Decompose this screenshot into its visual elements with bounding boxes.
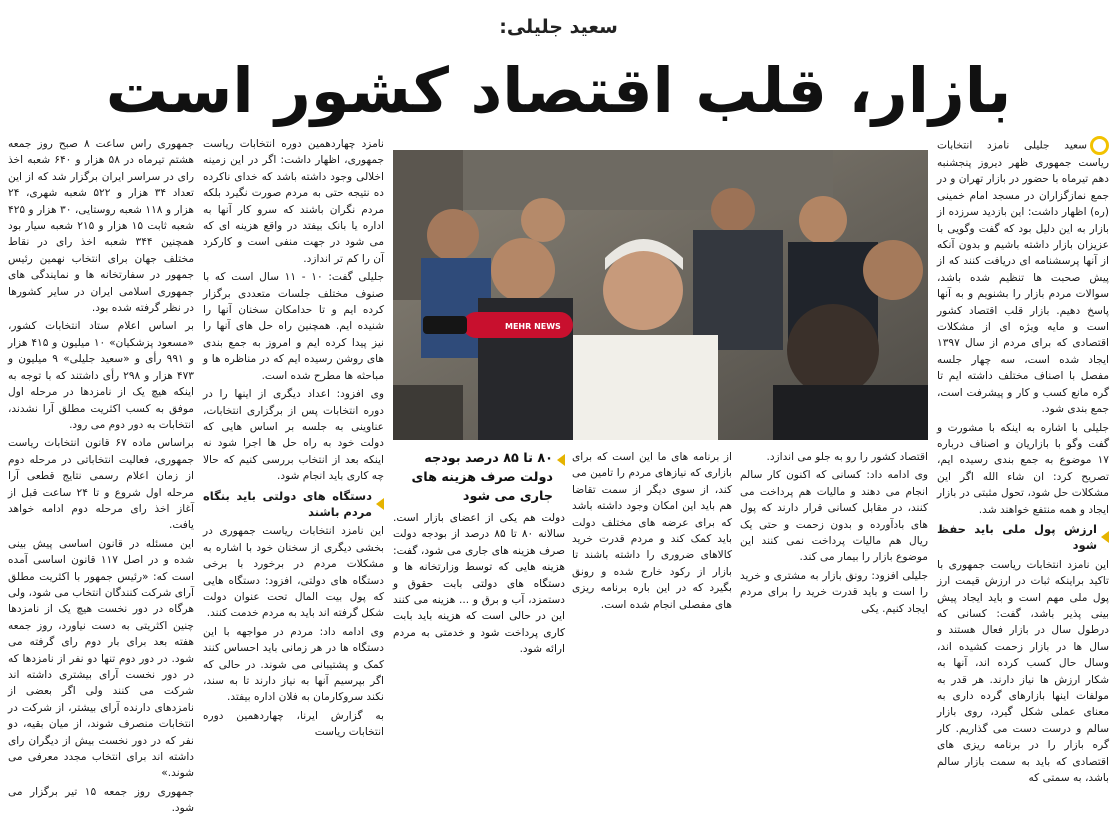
column-center-left-para1: نامزد چهاردهمین دوره انتخابات ریاست جمهوری، اظهار داشت: اگر در این زمینه اخلالی وجود داشته باشد که خدای ناکرده ده نتیجه حتی به مردم صورت نگیرد بلکه مردم نگران باشند که سرو کار آنها به اداره یا بانک بیفتد در واقع هزینه ای که می شود در جهت منفی است و کارکرد آن را کم تر اندازد. — [203, 138, 384, 265]
column-center-left-subhead — [203, 488, 384, 521]
column-center-left-para3: وی افزود: اعداد دیگری از اینها را در دوره انتخابات پس از برگزاری انتخابات، عناوینی به جلسه بر اساس هایی که دولت خود به راه حل ها اجرا شود نه اینکه بعد از انتخاب بررسی کنیم که حالا چه کاری باید انجام شود. — [203, 388, 384, 483]
caption-marker-icon — [557, 454, 565, 466]
column-left — [7, 136, 195, 815]
column-right-para3: این نامزد انتخابات ریاست جمهوری با تاکید براینکه ثبات در ارزش قیمت ارز پول ملی مهم است و باید ایجاد پیش بینی پذیر باشد، گفت: کسانی که درطول سال در بازار فعال هستند و سال ها در بازار زحمت کشیده اند، وسال حال کسب کرده اند، آنها به شکار ارزش ها نیاز دارند. هر قدر به مولفات اینها بازارهای گرده داری به معنای عملی شکل گیرد، روی بازار سالم و درست دست می گذاریم. کار گره بازار را در برنامه ریزی های اقتصادی که باید به سمت بازار سالم باشد، به سمتی که — [937, 558, 1109, 785]
article-photo — [393, 150, 928, 440]
column-center-left-para5: وی ادامه داد: مردم در مواجهه با این دستگاه ها در هر زمانی باید احساس کنند کمک و پشتیبانی می شوند. در حالی که اگر بپرسیم آنها به نیاز دارند تا به سند، نکند سروکارمان به فلان اداره بیفتد. — [203, 625, 384, 704]
column-center-right-para1: اقتصاد کشور را رو به جلو می اندازد. — [766, 451, 928, 463]
subhead-marker-icon — [1101, 531, 1109, 543]
column-right-para2: جلیلی با اشاره به اینکه با مشورت و گفت وگو با بازاریان و اصناف درباره ۱۷ موضوع به جمع بندی رسیده ایم، تصریح کرد: ان شاء الله اگر این مشکلات حل شود، تحول مثبتی در بازار ایجاد و همه منتفع خواهند شد. — [937, 421, 1109, 516]
microphone-label: MEHR NEWS — [505, 322, 561, 331]
article-kicker: سعید جلیلی: — [499, 16, 618, 38]
column-center-left-subhead-text: دستگاه های دولتی باید بنگاه مردم باشند — [203, 488, 372, 519]
subhead-marker-icon — [376, 498, 384, 510]
photo-illustration — [393, 150, 928, 440]
column-left-para4: این مسئله در قانون اساسی پیش بینی شده و در اصل ۱۱۷ قانون اساسی آمده است که: «رئیس جمهور با اکثریت مطلق آرای شرکت کنندگان انتخاب می شود، ولی هرگاه در دور نخست هیچ یک از نامزدها چنین اکثریتی به دست نیاورد، روز جمعه هفته بعد برای بار دوم رای گرفته می شود. در دور دوم تنها دو نفر از نامزدها که در دور نخست آرای بیشتری داشته اند شرکت می کنند ولی اگر بعضی از نامزدهای دارنده آرای بیشتر، از شرکت در انتخابات منصرف شوند، از میان بقیه، دو نفر که در دور نخست بیش از دیگران رای داشته اند برای انتخاب مجدد معرفی می شوند.» — [7, 537, 195, 780]
column-center-left — [203, 136, 384, 739]
caption-headline — [393, 449, 565, 506]
column-center-left-para6: به گزارش ایرنا، چهاردهمین دوره انتخابات ریاست — [203, 709, 384, 739]
column-center-right-para2: وی ادامه داد: کسانی که اکنون کار سالم انجام می دهند و مالیات هم پرداخت می کنند، در مقابل کسانی قرار دارند که پول های بادآورده و بدون زحمت و حتی یک ریال هم مالیات پرداخت نمی کنند این موضوع بازار را بیمار می کند. — [740, 469, 928, 564]
column-left-para2: بر اساس اعلام ستاد انتخابات کشور، «مسعود پزشکیان» ۱۰ میلیون و ۴۱۵ هزار و ۹۹۱ رأی و «سعید جلیلی» ۹ میلیون و ۴۷۳ هزار و ۲۹۸ رأی داشتند که با توجه به اینکه هیچ یک از نامزدها در مرحله اول موفق به کسب اکثریت مطلق آرا نشدند، انتخابات به دور دوم می رود. — [8, 320, 195, 431]
photo-caption — [393, 449, 565, 658]
column-center-mid-para1: از برنامه های ما این است که برای بازاری که نیازهای مردم را تامین می کند، از سوی دیگر از سمت تقاضا هم باید این امکان وجود داشته باشد که برای عرضه های مختلف دولت باید کمک کند و مردم قدرت خرید کالاهای ضروری را داشته باشند تا بازار از رکود خارج شده و رونق بگیرد که در این باره برنامه ریزی های مفصلی انجام شده است. — [572, 451, 732, 611]
column-right-para1: سعید جلیلی نامزد انتخابات ریاست جمهوری ظهر دیروز پنجشنبه دهم تیرماه با حضور در بازار تهران و در جمع نمازگزاران در مسجد امام خمینی (ره) اظهار داشت: این بازدید سرزده از بازار به این دلیل بود که گفت وگویی با عزیزان بازار داشته باشیم و بدون آنکه از آنها پرسشنامه ای دریافت کنند که از پیش صحبت ها تنظیم شده باشد، سوالات مردم بازار را بشنویم و به آنها پاسخ دهیم. بازار قلب اقتصاد کشور است و مایه ویژه ای از مشکلات اقتصادی که برای مردم از سال ۱۳۹۷ ایجاد شده است، سه چهار جلسه مفصل با اصناف مختلف داشته ایم تا گره مانع کسب و کار و پیشرفت است، جمع بندی شود. — [937, 139, 1109, 416]
caption-headline-text: ۸۰ تا ۸۵ درصد بودجه دولت صرف هزینه های جاری می شود — [411, 451, 553, 504]
column-center-mid — [572, 449, 732, 611]
column-left-para1: جمهوری راس ساعت ۸ صبح روز جمعه هشتم تیرماه در ۵۸ هزار و ۶۴۰ شعبه اخذ رای در سراسر ایران برگزار شد که از این تعداد ۳۴ هزار و ۵۲۲ شعبه شهری، ۲۴ هزار و ۱۱۸ شعبه روستایی، ۳۰ هزار و ۴۲۵ شعبه ثابت ۱۵ هزار و ۲۱۵ شعبه سیار بود همچنین ۳۴۴ شعبه اخذ رای در نقاط مختلف جهان برای انتخاب نهمین رئیس جمهور در سفارتخانه ها و نمایندگی های جمهوری اسلامی ایران در سایر کشورها در نظر گرفته شده بود. — [8, 138, 195, 315]
column-center-left-para4: این نامزد انتخابات ریاست جمهوری در بخشی دیگری از سخنان خود با اشاره به مشکلات مردم در برخورد با برخی دستگاه های دولتی، افزود: دستگاه هایی که پول بیت المال تحت عنوان دولت شکل گرفته اند باید به مردم خدمت کنند. — [203, 525, 384, 620]
column-right-subhead — [937, 521, 1109, 554]
article-headline: بازار، قلب اقتصاد کشور است — [105, 54, 1012, 127]
column-left-para3: براساس ماده ۶۷ قانون انتخابات ریاست جمهوری، فعالیت انتخاباتی در مرحله دوم از زمان اعلام رسمی نتایج قطعی آرا مرحله اول شروع و تا ۲۴ ساعت قبل از آغاز اخذ رای مرحله دوم ادامه خواهد یافت. — [8, 437, 194, 532]
caption-body: دولت هم یکی از اعضای بازار است. سالانه ۸۰ تا ۸۵ درصد از بودجه دولت صرف هزینه های جاری می شود، گفت: هزینه هایی که توسط وزارتخانه ها و دستگاه های دولتی بابت حقوق و دستمزد، آب و برق و ... هزینه می کنند این در حالی است که هزینه باید بابت کاری پرداخت شود و خدمتی به مردم ارائه شود. — [393, 512, 565, 656]
newspaper-logo-icon — [1090, 136, 1109, 155]
column-center-left-para2: جلیلی گفت: ۱۰ - ۱۱ سال است که با صنوف مختلف جلسات متعددی برگزار کرده ایم و تا حدامکان سخنان آنها را شنیده ایم. همچنین راه حل های آنها را نیز پیدا کرده ایم و امروز به جمع بندی های روشن رسیده ایم که در مناظره ها و مباحثه ها مطرح شده است. — [203, 271, 384, 382]
column-center-right — [740, 449, 928, 615]
column-center-right-para3: جلیلی افزود: رونق بازار به مشتری و خرید را است و باید قدرت خرید را برای مردم ایجاد کنیم. یکی — [740, 569, 928, 615]
column-right-subhead-text: ارزش پول ملی باید حفظ شود — [937, 521, 1097, 553]
column-right — [937, 136, 1109, 785]
column-left-para5: جمهوری روز جمعه ۱۵ تیر برگزار می شود. — [8, 785, 194, 815]
